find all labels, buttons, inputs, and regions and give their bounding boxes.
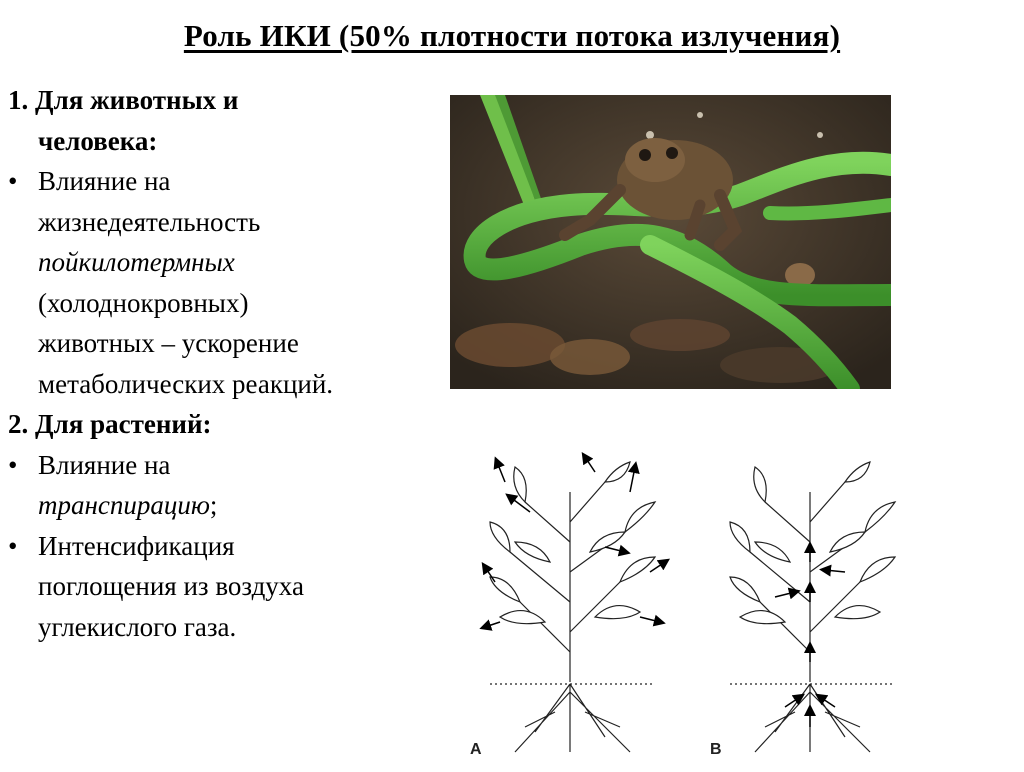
- bullet-marker: •: [8, 449, 18, 480]
- frog-snake-photo: [450, 95, 891, 389]
- plant-transpiration-diagram: [455, 452, 925, 767]
- slide-title: Роль ИКИ (50% плотности потока излучения): [183, 18, 841, 53]
- plant-a: [485, 457, 665, 752]
- transpiration-italic: транспирацию: [38, 490, 210, 520]
- plant-a-label: A: [470, 741, 482, 758]
- section-animals-heading-line1: 1. Для животных и: [8, 85, 239, 115]
- bullet-line: животных – ускорение: [38, 328, 299, 358]
- plant-b-label: B: [710, 741, 722, 758]
- bullet-plants-transpiration: [8, 445, 448, 526]
- section-animals-heading-line2: человека:: [38, 125, 158, 156]
- bullet-animals-metabolism: [8, 161, 448, 404]
- frog-snake-illustration: [450, 95, 891, 389]
- plant-b: [730, 462, 895, 752]
- bullet-line: жизнедеятельность: [38, 206, 261, 237]
- plants-illustration: [455, 452, 925, 767]
- bullet-line: углекислого газа.: [38, 611, 237, 642]
- bullet-line-italic: пойкилотермных: [38, 247, 235, 277]
- text-column: [8, 80, 448, 647]
- section-animals-heading: [8, 80, 448, 161]
- bullet-line: Влияние на: [38, 166, 171, 196]
- bullet-marker: •: [8, 166, 18, 196]
- bullet-line: Влияние на: [38, 449, 171, 480]
- bullet-marker: •: [8, 530, 18, 561]
- section-plants-heading: 2. Для растений:: [8, 409, 212, 439]
- bullet-line: Интенсификация: [38, 530, 235, 561]
- transpiration-suffix: ;: [209, 490, 218, 520]
- bullet-plants-co2: [8, 526, 448, 648]
- bullet-line: (холоднокровных): [38, 287, 249, 318]
- bullet-line: метаболических реакций.: [38, 368, 334, 399]
- bullet-line: [38, 485, 448, 526]
- bullet-line: поглощения из воздуха: [38, 571, 304, 601]
